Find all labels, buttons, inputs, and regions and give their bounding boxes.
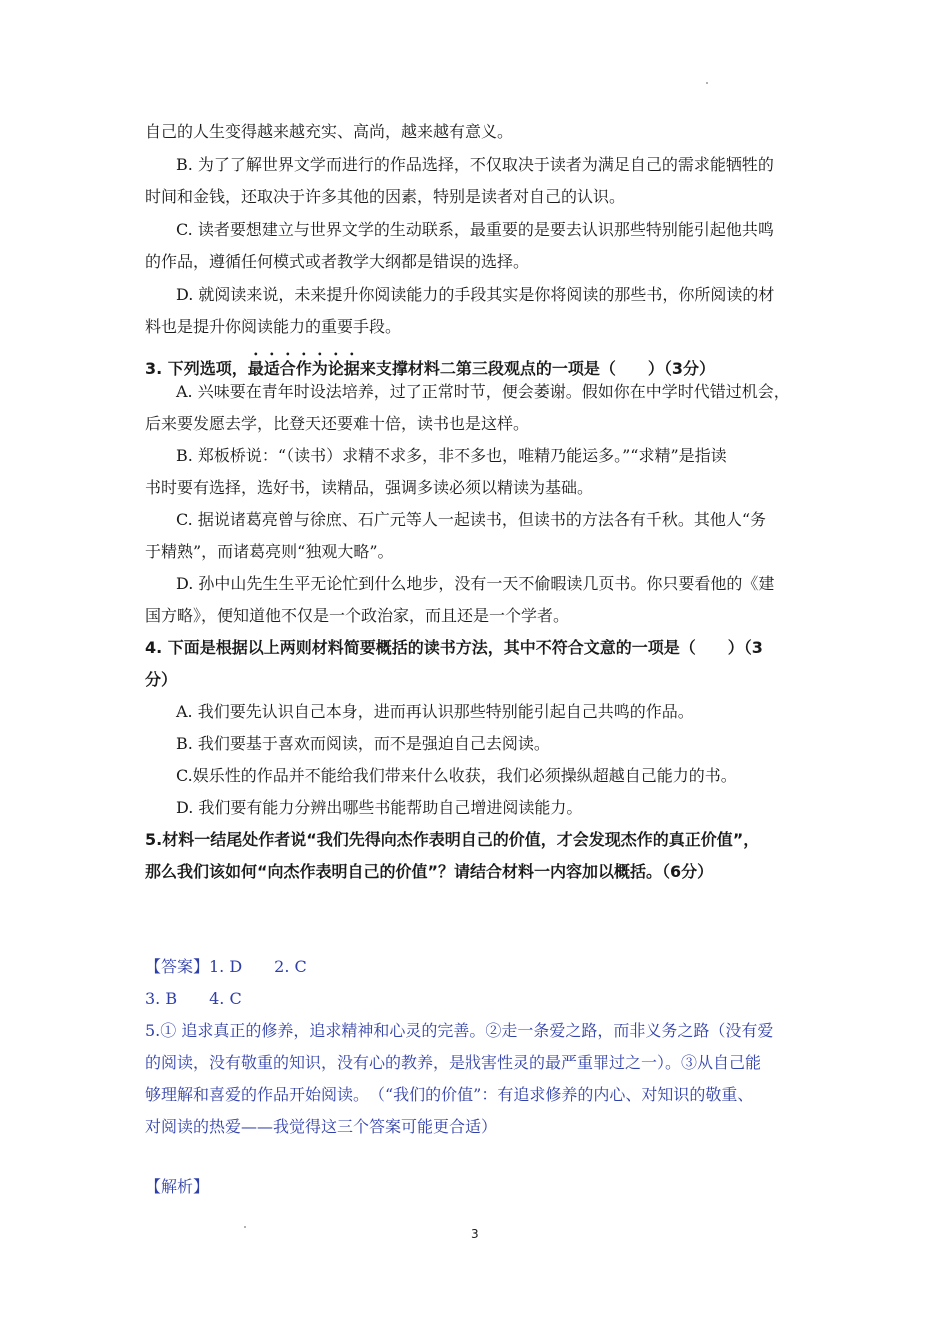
text-line: 料也是提升你阅读能力的重要手段。 bbox=[145, 317, 402, 336]
option-a: A. 兴味要在青年时设法培养，过了正常时节，便会萎谢。假如你在中学时代错过机会， bbox=[176, 382, 790, 401]
page-number: 3 bbox=[471, 1227, 479, 1241]
answer-label: 【答案】1. D 2. C bbox=[145, 957, 307, 976]
text-line: 后来要发愿去学，比登天还要难十倍，读书也是这样。 bbox=[145, 414, 530, 433]
option-c: C.娱乐性的作品并不能给我们带来什么收获，我们必须操纵超越自己能力的书。 bbox=[176, 766, 737, 785]
question-5-cont: 那么我们该如何“向杰作表明自己的价值”？请结合材料一内容加以概括。（6分） bbox=[145, 862, 714, 881]
question-5: 5.材料一结尾处作者说“我们先得向杰作表明自己的价值，才会发现杰作的真正价值”， bbox=[145, 830, 760, 849]
answer-line: 5.① 追求真正的修养，追求精神和心灵的完善。②走一条爱之路，而非义务之路（没有爱 bbox=[145, 1021, 774, 1040]
header-dot bbox=[706, 82, 708, 84]
answer-line: 够理解和喜爱的作品开始阅读。 （“我们的价值”：有追求修养的内心、对知识的敬重、 bbox=[145, 1085, 754, 1104]
option-b: B. 为了了解世界文学而进行的作品选择，不仅取决于读者为满足自己的需求能牺牲的 bbox=[176, 155, 774, 174]
option-b: B. 我们要基于喜欢而阅读，而不是强迫自己去阅读。 bbox=[176, 734, 550, 753]
option-a: A. 我们要先认识自己本身，进而再认识那些特别能引起自己共鸣的作品。 bbox=[176, 702, 694, 721]
question-3-suffix: 来支撑材料二第三段观点的一项是（ ）（3分） bbox=[359, 359, 715, 378]
text-line: 国方略》，便知道他不仅是一个政治家，而且还是一个学者。 bbox=[145, 606, 570, 625]
footer-dot bbox=[244, 1226, 246, 1228]
answer-line: 3. B 4. C bbox=[145, 989, 242, 1008]
text-line: 书时要有选择，选好书，读精品，强调多读必须以精读为基础。 bbox=[145, 478, 594, 497]
question-3-prefix: 3. 下列选项， bbox=[145, 359, 248, 378]
option-d: D. 就阅读来说，未来提升你阅读能力的手段其实是你将阅读的那些书，你所阅读的材 bbox=[176, 285, 775, 304]
text-line: 于精熟”，而诸葛亮则“独观大略”。 bbox=[145, 542, 394, 561]
question-4-cont: 分） bbox=[145, 670, 178, 689]
question-4: 4. 下面是根据以上两则材料简要概括的读书方法，其中不符合文意的一项是（ ）（3 bbox=[145, 638, 763, 657]
option-b: B. 郑板桥说：“（读书）求精不求多，非不多也，唯精乃能运多。”“求精”是指读 bbox=[176, 446, 727, 465]
analysis-label: 【解析】 bbox=[145, 1177, 210, 1196]
answer-line: 对阅读的热爱——我觉得这三个答案可能更合适） bbox=[145, 1117, 498, 1136]
text-line: 的作品，遵循任何模式或者教学大纲都是错误的选择。 bbox=[145, 252, 530, 271]
option-d: D. 孙中山先生生平无论忙到什么地步，没有一天不偷暇读几页书。你只要看他的《建 bbox=[176, 574, 775, 593]
option-c: C. 据说诸葛亮曾与徐庶、石广元等人一起读书，但读书的方法各有千秋。其他人“务 bbox=[176, 510, 767, 529]
question-3-emphasis: 最适合作为论据 bbox=[247, 359, 360, 378]
question-3 bbox=[145, 350, 715, 379]
option-d: D. 我们要有能力分辨出哪些书能帮助自己增进阅读能力。 bbox=[176, 798, 583, 817]
text-line: 自己的人生变得越来越充实、高尚，越来越有意义。 bbox=[145, 122, 514, 141]
answer-line: 的阅读，没有敬重的知识，没有心的教养，是戕害性灵的最严重罪过之一）。③从自己能 bbox=[145, 1053, 762, 1072]
option-c: C. 读者要想建立与世界文学的生动联系，最重要的是要去认识那些特别能引起他共鸣 bbox=[176, 220, 774, 239]
text-line: 时间和金钱，还取决于许多其他的因素，特别是读者对自己的认识。 bbox=[145, 187, 626, 206]
